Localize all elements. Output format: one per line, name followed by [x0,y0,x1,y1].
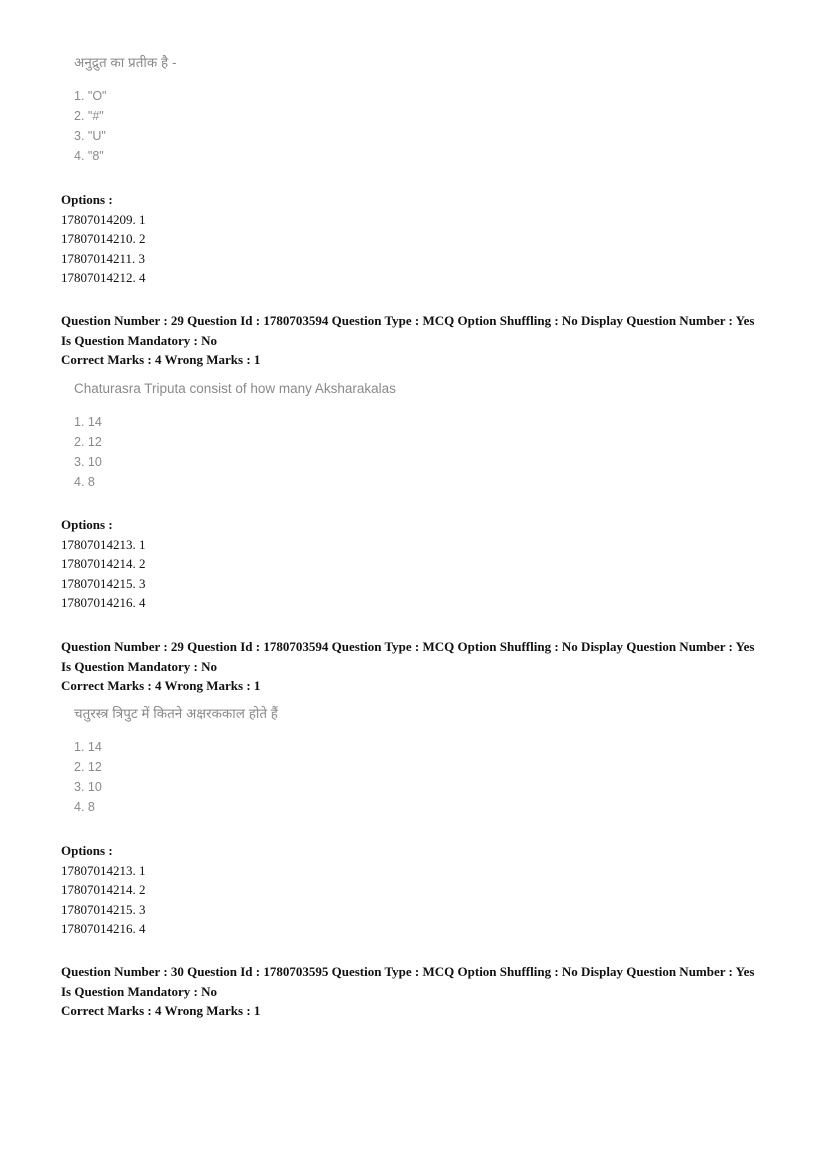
question-marks-line: Correct Marks : 4 Wrong Marks : 1 [61,352,261,367]
question-option: 3. "U" [74,129,106,143]
option-id: 17807014214. 2 [61,882,146,897]
option-id: 17807014214. 2 [61,556,146,571]
question-image [74,705,278,817]
option-id: 17807014216. 4 [61,921,146,936]
option-id: 17807014210. 2 [61,231,146,246]
option-id: 17807014209. 1 [61,211,146,227]
options-list [61,515,146,613]
option-id: 17807014213. 1 [61,862,146,878]
question-option: 2. "#" [74,109,104,123]
question-option: 1. 14 [74,415,102,429]
option-id: 17807014211. 3 [61,250,146,266]
question-option: 2. 12 [74,760,102,774]
options-label: Options : [61,192,113,207]
question-marks-line: Correct Marks : 4 Wrong Marks : 1 [61,678,261,693]
question-option: 3. 10 [74,455,102,469]
question-option: 3. 10 [74,780,102,794]
question-mandatory-line: Is Question Mandatory : No [61,332,218,348]
options-list [61,190,146,288]
question-option: 1. 14 [74,740,102,754]
question-option: 2. 12 [74,435,102,449]
question-stem: Chaturasra Triputa consist of how many Aksharakalas [74,381,396,396]
options-list [61,841,146,939]
option-id: 17807014212. 4 [61,270,146,285]
question-marks-line: Correct Marks : 4 Wrong Marks : 1 [61,1003,261,1018]
question-header [61,311,754,370]
question-meta-line: Question Number : 29 Question Id : 1780703594 Question Type : MCQ Option Shuffling : No Display Question Number : Yes [61,313,755,328]
question-header [61,962,754,1021]
question-image [74,54,176,166]
question-option: 4. 8 [74,800,95,814]
options-label: Options : [61,517,113,532]
question-option: 4. 8 [74,475,95,489]
option-id: 17807014213. 1 [61,536,146,552]
question-option: 4. "8" [74,149,104,163]
question-mandatory-line: Is Question Mandatory : No [61,658,218,674]
option-id: 17807014215. 3 [61,575,146,591]
option-id: 17807014216. 4 [61,595,146,610]
option-id: 17807014215. 3 [61,901,146,917]
question-stem: अनुद्रुत का प्रतीक है - [74,55,177,70]
question-header [61,637,754,696]
question-meta-line: Question Number : 30 Question Id : 1780703595 Question Type : MCQ Option Shuffling : No Display Question Number : Yes [61,964,755,979]
question-meta-line: Question Number : 29 Question Id : 1780703594 Question Type : MCQ Option Shuffling : No Display Question Number : Yes [61,639,755,654]
question-image [74,380,396,492]
question-option: 1. "O" [74,89,107,103]
options-label: Options : [61,843,113,858]
question-mandatory-line: Is Question Mandatory : No [61,983,218,999]
question-stem: चतुरस्त्र त्रिपुट में कितने अक्षरककाल होते हैं [74,706,278,721]
